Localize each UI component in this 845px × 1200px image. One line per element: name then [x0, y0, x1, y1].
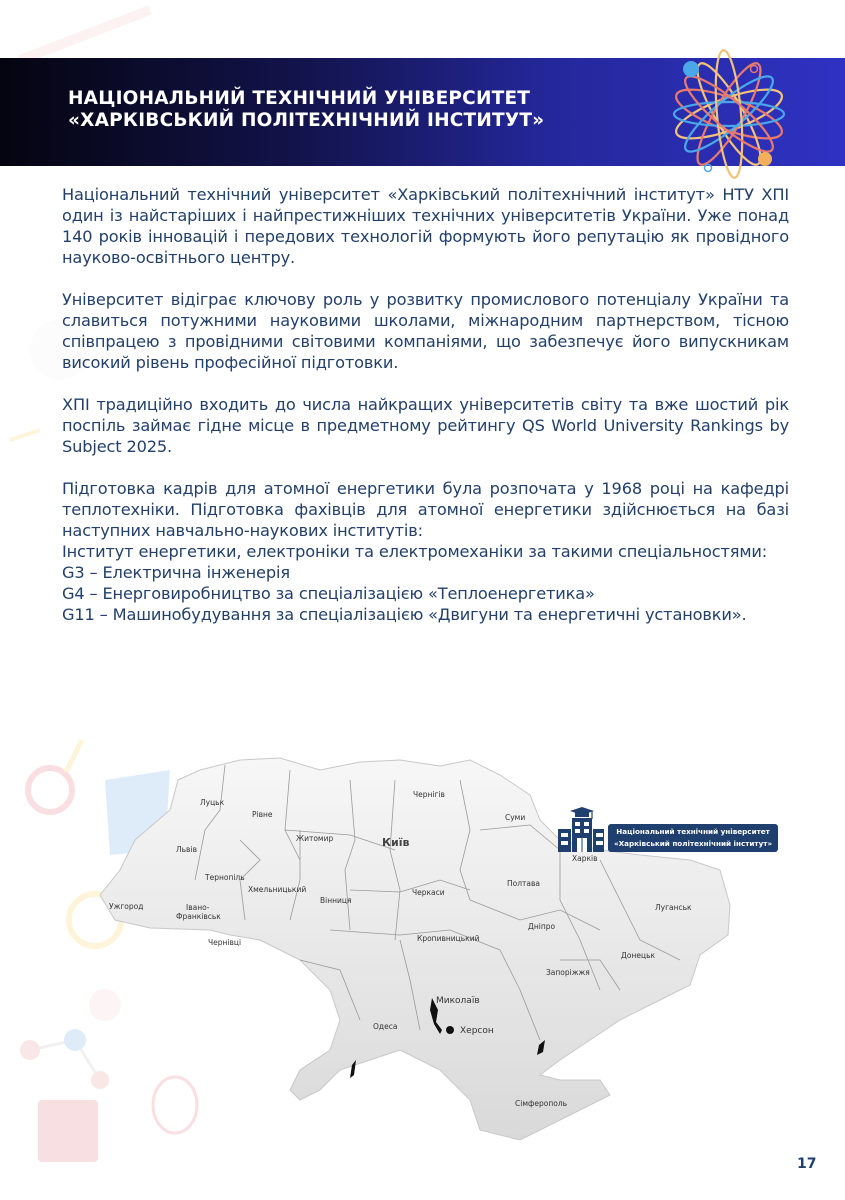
page-number: 17 — [797, 1156, 817, 1172]
paragraph-ranking: ХПІ традиційно входить до числа найкращих університетів світу та вже шостий рік поспіль займає гідне місце в предметному рейтингу QS World University Rankings by Subject 2025. — [62, 395, 789, 456]
paragraph-intro: Національний технічний університет «Харківський політехнічний інститут» НТУ ХПІ один із найстаріших і найпрестижніших технічних університетів України. Уже понад 140 років інновацій і передових технологій формують його репутацію як провідного науково-освітнього центру. — [62, 185, 789, 267]
city-label: Львів — [176, 845, 197, 854]
training-institute: Інститут енергетики, електроніки та електромеханіки за такими спеціальностями: — [62, 542, 768, 561]
city-label: Дніпро — [528, 922, 556, 931]
training-intro: Підготовка кадрів для атомної енергетики була розпочата у 1968 році на кафедрі теплотехніки. Підготовка фахівців для атомної енергетики здійснюється на базі наступних навчально-наукових інститутів: — [62, 479, 789, 540]
city-label: Херсон — [460, 1026, 494, 1036]
city-label: Луганськ — [655, 903, 692, 912]
city-label: Чернігів — [413, 790, 445, 799]
city-label-capital: Київ — [382, 836, 410, 849]
city-label: Рівне — [252, 810, 273, 819]
city-label: Сімферополь — [515, 1099, 568, 1108]
city-label: Франківськ — [176, 912, 221, 921]
city-label: Вінниця — [320, 896, 352, 905]
title-line-2: «ХАРКІВСЬКИЙ ПОЛІТЕХНІЧНИЙ ІНСТИТУТ» — [68, 110, 545, 131]
city-label: Івано- — [186, 903, 210, 912]
badge-line-2: «Харківський політехнічний інститут» — [614, 838, 773, 848]
city-label: Суми — [505, 813, 526, 822]
paragraph-role: Університет відіграє ключову роль у розвитку промислового потенціалу України та славиться потужними науковими школами, міжнародним партнерством, тісною співпрацею з провідними світовими компаніями, що забезпечує його випускникам високий рівень професійної підготовки. — [62, 290, 789, 372]
city-label: Харків — [572, 854, 598, 863]
specialty-item: G11 – Машинобудування за спеціалізацією «Двигуни та енергетичні установки». — [62, 605, 747, 624]
city-label: Житомир — [296, 834, 334, 843]
country-outline — [100, 758, 730, 1140]
university-building-icon — [556, 805, 604, 853]
city-label: Запоріжжя — [546, 968, 590, 977]
city-label: Луцьк — [200, 798, 225, 807]
city-label: Хмельницький — [248, 885, 307, 894]
specialty-item: G3 – Електрична інженерія — [62, 563, 290, 582]
title-line-1: НАЦІОНАЛЬНИЙ ТЕХНІЧНИЙ УНІВЕРСИТЕТ — [68, 88, 531, 109]
city-label: Полтава — [507, 879, 541, 888]
specialty-item: G4 – Енерговиробництво за спеціалізацією «Теплоенергетика» — [62, 584, 595, 603]
city-label: Черкаси — [412, 888, 445, 897]
university-badge — [608, 824, 778, 852]
city-label: Одеса — [373, 1022, 398, 1031]
city-label: Миколаїв — [436, 996, 480, 1006]
badge-line-1: Національний технічний університет — [616, 827, 770, 836]
city-label: Донецьк — [621, 951, 656, 960]
city-label: Кропивницький — [417, 934, 480, 943]
city-label: Ужгород — [109, 902, 144, 911]
city-label: Чернівці — [208, 938, 242, 947]
city-label: Тернопіль — [205, 873, 245, 882]
